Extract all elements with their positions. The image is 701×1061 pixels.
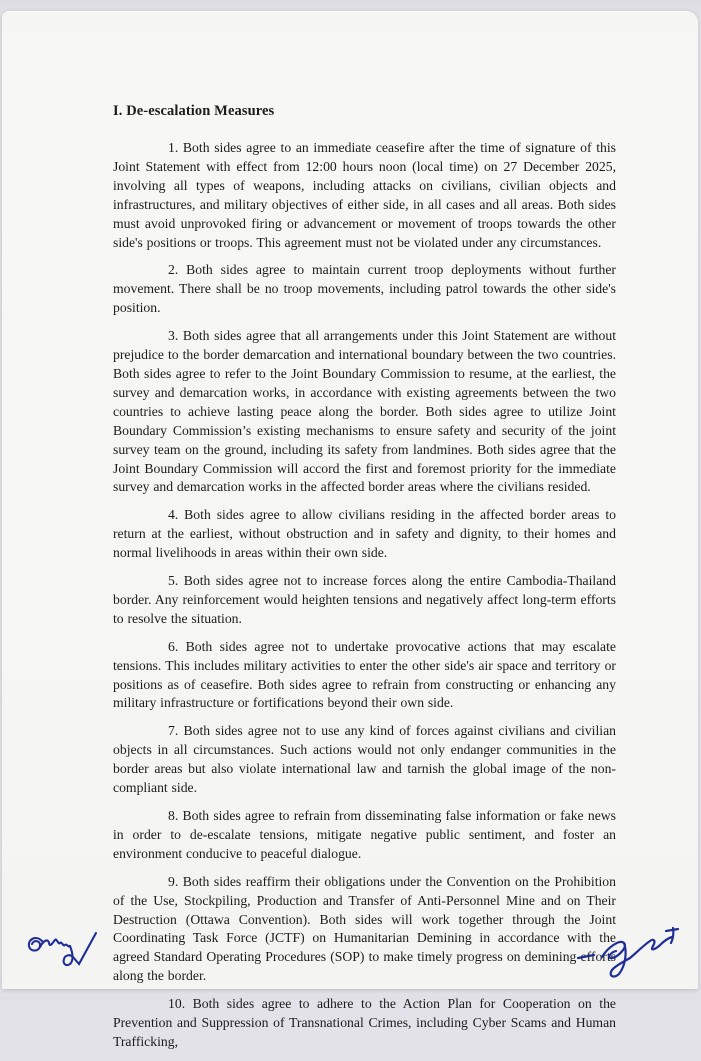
paragraph-5: 5. Both sides agree not to increase forces along the entire Cambodia-Thailand border. Any reinforcement would heighten tensions and negatively affect long-term efforts to resolve the situation. — [113, 573, 616, 626]
section-heading: I. De-escalation Measures — [113, 103, 275, 119]
paragraph-3: 3. Both sides agree that all arrangements under this Joint Statement are without prejudice to the border demarcation and international boundary between the two countries. Both sides agree to refer to the Joint Boundary Commission to resume, at the earliest, the survey and demarcation works, in accordance with existing agreements between the two countries to achieve lasting peace along the border. Both sides agree to utilize Joint Boundary Commission’s existing mechanisms to ensure safety and security of the joint survey team on the ground, including its safety from landmines. Both sides agree that the Joint Boundary Commission will accord the first and foremost priority for the immediate survey and demarcation works in the affected border areas where the civilians resided. — [113, 328, 616, 495]
paragraph-1: 1. Both sides agree to an immediate ceasefire after the time of signature of this Joint Statement with effect from 12:00 hours noon (local time) on 27 December 2025, involving all types of weapons, including attacks on civilians, civilian objects and infrastructures, and military objectives of either side, in all cases and all areas. Both sides must avoid unprovoked firing or advancement or movement of troops towards the other side's positions or troops. This agreement must not be violated under any circumstances. — [113, 140, 616, 250]
document-content — [113, 103, 616, 1061]
paragraph-7: 7. Both sides agree not to use any kind of forces against civilians and civilian objects in all circumstances. Such actions would not only endanger communities in the border areas but also violate international law and tarnish the global image of the non-compliant side. — [113, 723, 616, 796]
paragraph-9: 9. Both sides reaffirm their obligations under the Convention on the Prohibition of the Use, Stockpiling, Production and Transfer of Anti-Personnel Mine and on Their Destruction (Ottawa Convention). Both sides will work together through the Joint Coordinating Task Force (JCTF) on Humanitarian Demining in accordance with the agreed Standard Operating Procedures (SOP) to make timely progress on demining efforts along the border. — [113, 873, 616, 984]
paragraph-2: 2. Both sides agree to maintain current troop deployments without further movement. There shall be no troop movements, including patrol towards the other side's position. — [113, 262, 616, 316]
paragraph-4: 4. Both sides agree to allow civilians residing in the affected border areas to return at the earliest, without obstruction and in safety and dignity, to their homes and normal livelihoods in areas within their own side. — [113, 507, 616, 561]
paragraph-8: 8. Both sides agree to refrain from disseminating false information or fake news in order to de-escalate tensions, mitigate negative public sentiment, and foster an environment conducive to peaceful dialogue. — [113, 808, 616, 861]
paragraph-10: 10. Both sides agree to adhere to the Action Plan for Cooperation on the Prevention and Suppression of Transnational Crimes, including Cyber Scams and Human Trafficking, — [113, 996, 616, 1049]
document-page — [2, 11, 698, 1049]
paragraph-6: 6. Both sides agree not to undertake provocative actions that may escalate tensions. This includes military activities to enter the other side's air space and territory or positions as of ceasefire. Both sides agree to refrain from constructing or enhancing any military infrastructure or fortifications beyond their own side. — [113, 638, 616, 711]
section-body — [113, 139, 616, 1052]
left-signature-icon — [22, 923, 114, 981]
right-signature-icon — [574, 927, 682, 983]
